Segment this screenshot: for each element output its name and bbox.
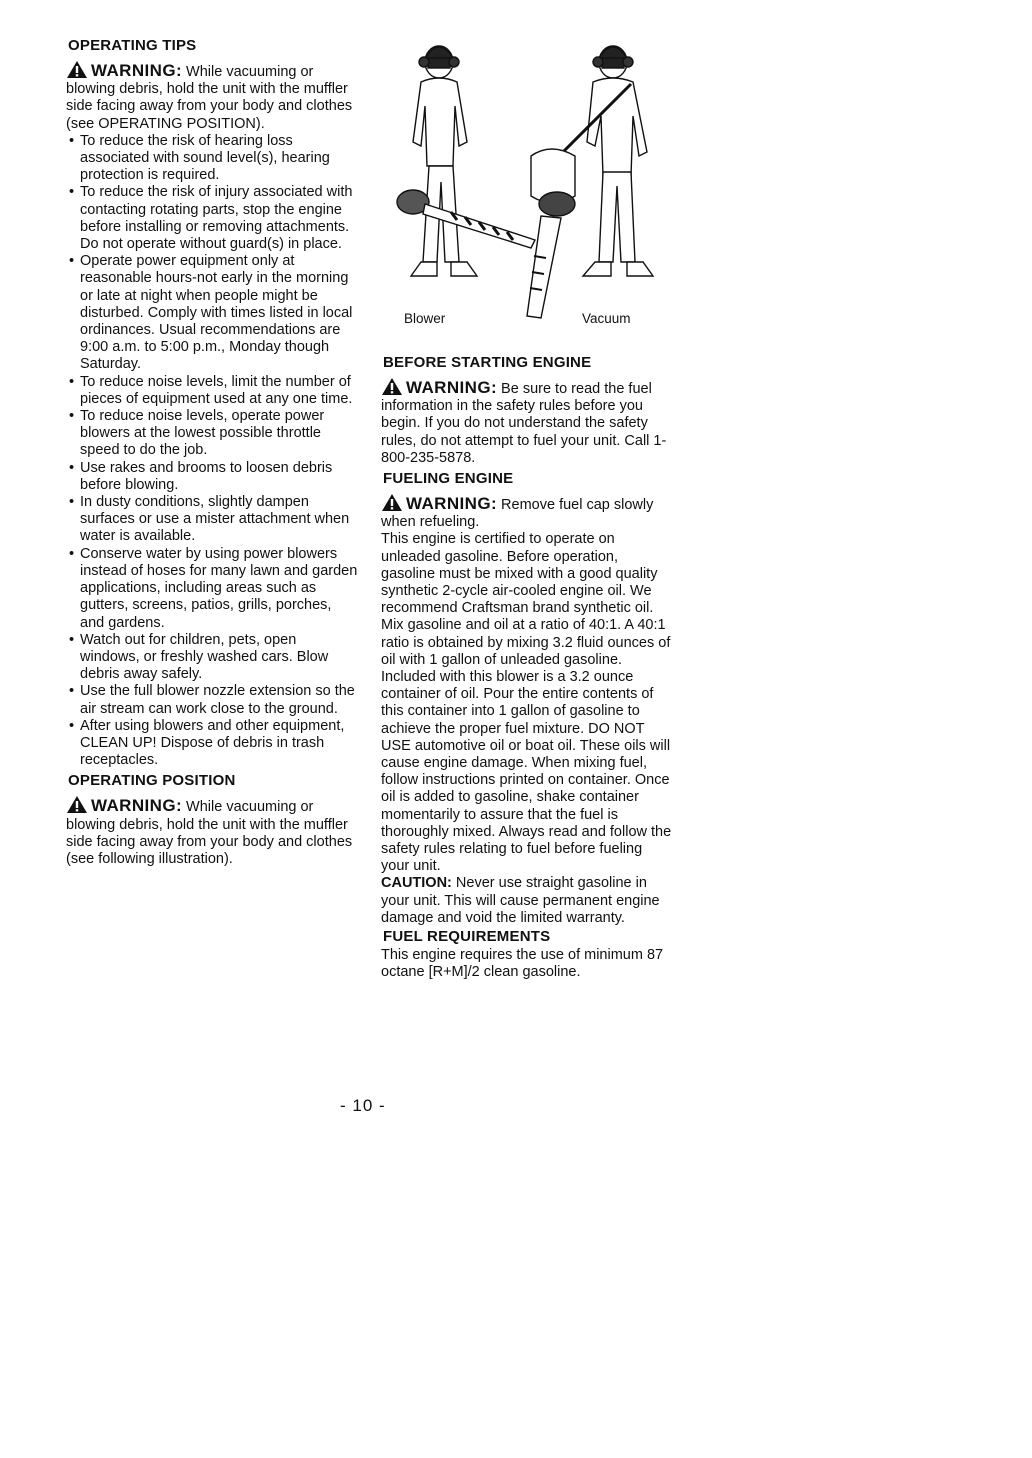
operating-tips-list [66, 133, 358, 770]
warning-triangle-icon [381, 493, 403, 512]
operator-illustration [381, 36, 673, 336]
caption-vacuum: Vacuum [582, 311, 631, 326]
bullet-item: • After using blowers and other equipment, CLEAN UP! Dispose of debris in trash receptacles. [68, 718, 358, 770]
warning-text: Be sure to read the fuel information in the safety rules before you begin. If you do not understand the safety rules, do not attempt to fuel your unit. Call 1-800-235-5878. [381, 381, 667, 466]
page-number: - 10 - [340, 1096, 386, 1115]
bullet-item: • Conserve water by using power blowers instead of hoses for many lawn and garden applications, including areas such as gutters, screens, patios, grills, porches, and gardens. [68, 546, 358, 632]
fueling-paragraph: Mix gasoline and oil at a ratio of 40:1. A 40:1 ratio is obtained by mixing 3.2 fluid ounces of oil with 1 gallon of unleaded gasoline. Included with this blower is a 3.2 ounce container of oil. Pour the entire contents of this container into 1 gallon of gasoline to achieve the proper fuel mixture. DO NOT USE automotive oil or boat oil. These oils will cause engine damage. When mixing fuel, follow instructions printed on container. Once oil is added to gasoline, shake container momentarily to assure that the fuel is thoroughly mixed. Always read and follow the safety rules relating to fuel before fueling your unit. [381, 617, 672, 875]
caution-label: CAUTION: [381, 875, 452, 892]
bullet-item: • Use rakes and brooms to loosen debris before blowing. [68, 460, 358, 494]
fuel-requirements-text: This engine requires the use of minimum 87 octane [R+M]/2 clean gasoline. [381, 947, 664, 981]
operating-tips-heading: OPERATING TIPS [68, 37, 197, 54]
bullet-item: • In dusty conditions, slightly dampen surfaces or use a mister attachment when water is available. [68, 494, 358, 546]
warning-text: Remove fuel cap slowly when refueling. [381, 497, 654, 531]
caution-note [381, 875, 673, 927]
fuel-requirements-heading: FUEL REQUIREMENTS [383, 928, 551, 946]
warning-label: WARNING: [406, 494, 498, 514]
warning-triangle-icon [66, 795, 88, 814]
vacuum-operator-figure [527, 46, 653, 318]
warning-label: WARNING: [91, 796, 183, 816]
bullet-item: • To reduce the risk of hearing loss associated with sound level(s), hearing protection is required. [68, 133, 358, 185]
caution-text: Never use straight gasoline in your unit. This will cause permanent engine damage and void the limited warranty. [381, 875, 660, 926]
right-column [381, 353, 673, 982]
operating-position-warning [66, 795, 358, 868]
bullet-item: • Watch out for children, pets, open windows, or freshly washed cars. Blow debris away safely. [68, 632, 358, 684]
left-column [66, 36, 358, 868]
fueling-engine-heading: FUELING ENGINE [383, 470, 514, 488]
blower-operator-figure [397, 46, 535, 276]
caption-blower: Blower [404, 311, 446, 326]
warning-label: WARNING: [406, 378, 498, 397]
warning-triangle-icon [381, 377, 403, 396]
bullet-item: • Use the full blower nozzle extension so the air stream can work close to the ground. [68, 683, 358, 717]
before-starting-heading: BEFORE STARTING ENGINE [383, 354, 592, 371]
bullet-item: • To reduce noise levels, limit the number of pieces of equipment used at any one time. [68, 374, 358, 408]
warning-triangle-icon [66, 60, 88, 79]
bullet-item: • To reduce noise levels, operate power blowers at the lowest possible throttle speed to do the job. [68, 408, 358, 460]
bullet-item: • To reduce the risk of injury associated with contacting rotating parts, stop the engine before installing or removing attachments. Do not operate without guard(s) in place. [68, 184, 358, 253]
operating-tips-warning [66, 60, 358, 133]
warning-text: While vacuuming or blowing debris, hold the unit with the muffler side facing away from your body and clothes (see following illustration). [66, 799, 353, 867]
bullet-item: • Operate power equipment only at reasonable hours-not early in the morning or late at night when people might be disturbed. Comply with times listed in local ordinances. Usual recommendations are 9:00 a.m. to 5:00 p.m., Monday though Saturday. [68, 253, 358, 373]
warning-text: While vacuuming or blowing debris, hold the unit with the muffler side facing away from your body and clothes (see OPERATING POSITION). [66, 64, 353, 132]
warning-label: WARNING: [91, 61, 183, 80]
before-starting-warning [381, 377, 673, 467]
operating-position-heading: OPERATING POSITION [68, 772, 236, 790]
fueling-warning [381, 493, 673, 531]
fueling-paragraph: This engine is certified to operate on unleaded gasoline. Before operation, gasoline must be mixed with a good quality synthetic 2-cycle air-cooled engine oil. We recommend Craftsman brand synthetic oil. [381, 531, 658, 617]
